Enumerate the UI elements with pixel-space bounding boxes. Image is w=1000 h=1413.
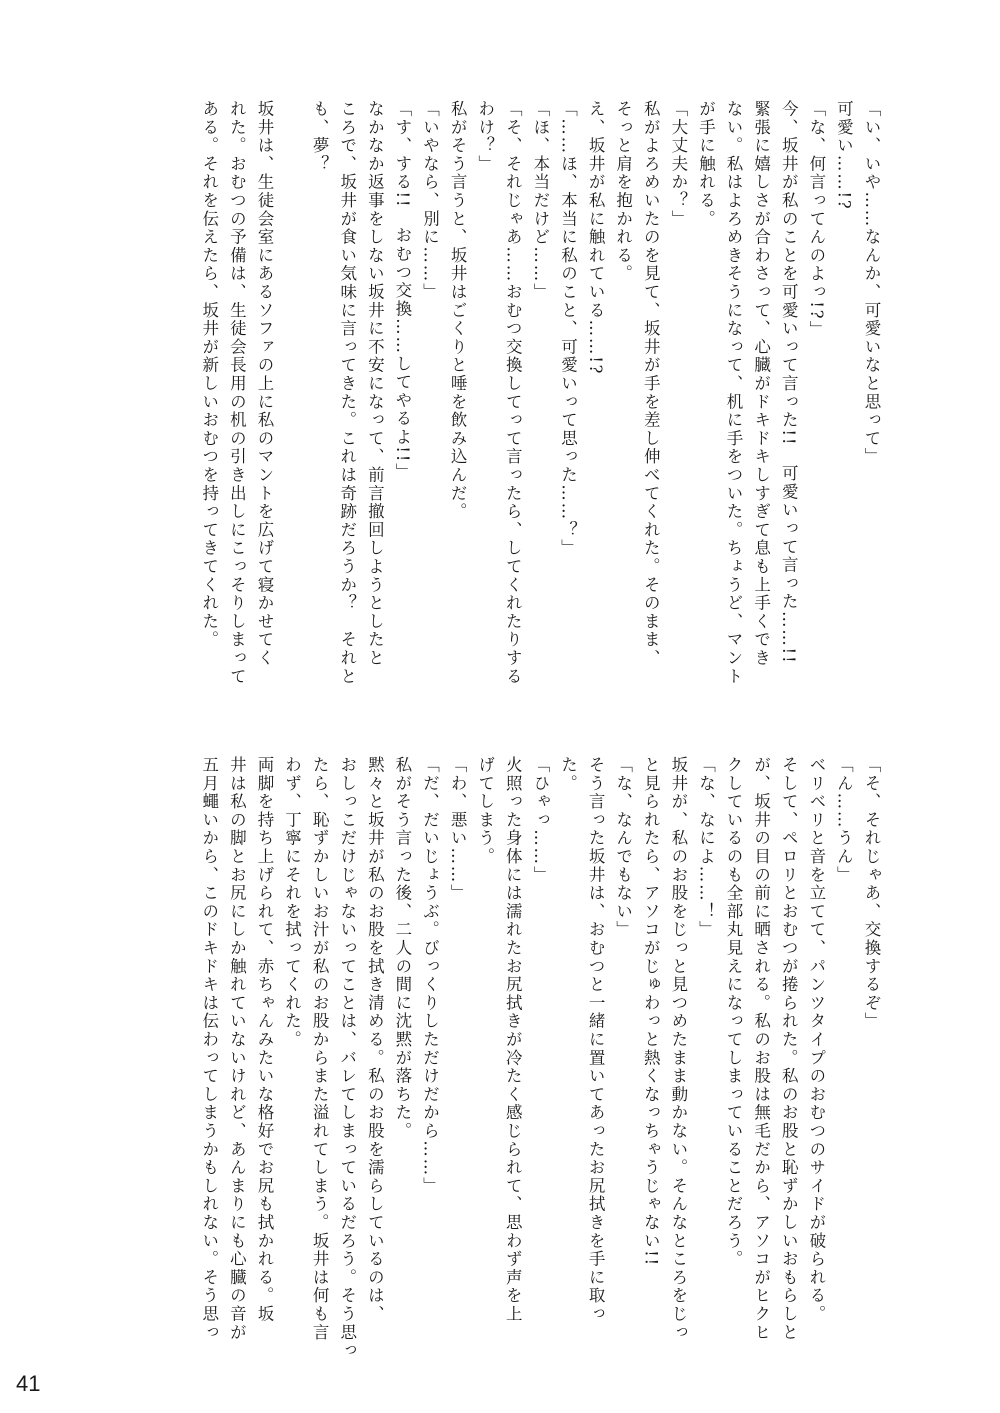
text-column: ある。それを伝えたら、坂井が新しいおむつを持ってきてくれた。 bbox=[199, 100, 219, 649]
text-column: れた。おむつの予備は、生徒会長用の机の引き出しにこっそりしまって bbox=[227, 100, 247, 686]
text-column: 両脚を持ち上げられて、赤ちゃんみたいな格好でお尻も拭かれる。坂 bbox=[254, 756, 274, 1324]
text-column: 火照った身体には濡れたお尻拭きが冷たく感じられて、思わず声を上 bbox=[503, 756, 523, 1324]
text-column: 「ひゃっ……」 bbox=[530, 756, 550, 885]
text-column: 「……ほ、本当に私のこと、可愛いって思った……？」 bbox=[558, 100, 578, 558]
text-column: が、坂井の目の前に晒される。私のお股は無毛だから、アソコがヒクヒ bbox=[751, 756, 771, 1342]
text-column: 「ん……うん」 bbox=[834, 756, 854, 885]
text-column: そして、ペロリとおむつが捲られた。私のお股と恥ずかしいおもらしと bbox=[779, 756, 799, 1342]
text-column: 今、坂井が私のことを可愛いって言った!! 可愛いって言った……!! bbox=[779, 100, 799, 665]
text-column: 私がそう言った後、二人の間に沈黙が落ちた。 bbox=[392, 756, 412, 1141]
top-text-block bbox=[195, 100, 885, 686]
text-column: わけ？」 bbox=[475, 100, 495, 174]
text-column: 「な、なによ……！」 bbox=[696, 756, 716, 939]
page-number: 41 bbox=[16, 1371, 41, 1396]
text-column: が手に触れる。 bbox=[696, 100, 716, 229]
text-column: 黙々と坂井が私のお股を拭き清める。私のお股を濡らしているのは、 bbox=[365, 756, 385, 1324]
text-column: 坂井は、生徒会室にあるソファの上に私のマントを広げて寝かせてく bbox=[254, 100, 274, 668]
text-column: 「い、いや……なんか、可愛いなと思って」 bbox=[862, 100, 881, 466]
text-column: 五月蠅いから、このドキドキは伝わってしまうかもしれない。そう思っ bbox=[199, 756, 219, 1342]
text-column: そう言った坂井は、おむつと一緒に置いてあったお尻拭きを手に取っ bbox=[586, 756, 606, 1324]
text-column bbox=[278, 100, 306, 660]
text-column: と見られたら、アソコがじゅわっと熱くなっちゃうじゃない!! bbox=[641, 756, 661, 1267]
text-column: ない。私はよろめきそうになって、机に手をついた。ちょうど、マント bbox=[724, 100, 744, 686]
text-column: も、夢？ bbox=[310, 100, 330, 174]
text-column: そっと肩を抱かれる。 bbox=[613, 100, 633, 283]
text-column: 「いやなら、別に……」 bbox=[420, 100, 440, 302]
text-column: 「な、何言ってんのよっ!?」 bbox=[806, 100, 826, 339]
bottom-text-block bbox=[195, 756, 885, 1360]
text-column: 「大丈夫か？」 bbox=[668, 100, 688, 229]
text-column: 「な、なんでもない」 bbox=[613, 756, 633, 939]
text-column: 私がそう言うと、坂井はごくりと唾を飲み込んだ。 bbox=[448, 100, 468, 521]
text-column: ベリベリと音を立てて、パンツタイプのおむつのサイドが破られる。 bbox=[806, 756, 826, 1324]
text-column: わず、丁寧にそれを拭ってくれた。 bbox=[282, 756, 302, 1049]
text-column: 「そ、それじゃあ……おむつ交換してって言ったら、してくれたりする bbox=[503, 100, 523, 686]
text-column: 坂井が、私のお股をじっと見つめたまま動かない。そんなところをじっ bbox=[668, 756, 688, 1342]
text-column: 緊張に嬉しさが合わさって、心臓がドキドキしすぎて息も上手くでき bbox=[751, 100, 771, 668]
text-column: なかなか返事をしない坂井に不安になって、前言撤回しようとしたと bbox=[365, 100, 385, 668]
text-column: ころで、坂井が食い気味に言ってきた。これは奇跡だろうか？ それと bbox=[337, 100, 357, 686]
text-column: おしっこだけじゃないってことは、バレてしまっているだろう。そう思っ bbox=[337, 756, 357, 1360]
text-column: 可愛い……!? bbox=[834, 100, 854, 211]
text-column: 井は私の脚とお尻にしか触れていないけれど、あんまりにも心臓の音が bbox=[227, 756, 247, 1342]
text-column: クしているのも全部丸見えになってしまっていることだろう。 bbox=[724, 756, 744, 1269]
text-column: たら、恥ずかしいお汁が私のお股からまた溢れてしまう。坂井は何も言 bbox=[310, 756, 330, 1342]
text-column: た。 bbox=[558, 756, 578, 793]
text-column: 「そ、それじゃあ、交換するぞ」 bbox=[862, 756, 881, 1031]
text-column: 「す、する!! おむつ交換……してやるよ!!」 bbox=[392, 100, 412, 482]
text-column: 私がよろめいたのを見て、坂井が手を差し伸べてくれた。そのまま、 bbox=[641, 100, 661, 668]
text-column: 「だ、だいじょうぶ。びっくりしただけだから……」 bbox=[420, 756, 440, 1196]
text-column: 「ほ、本当だけど……」 bbox=[530, 100, 550, 302]
text-column: げてしまう。 bbox=[475, 756, 495, 866]
text-column: え、坂井が私に触れている……!? bbox=[586, 100, 606, 376]
text-column: 「わ、悪い……」 bbox=[448, 756, 468, 903]
